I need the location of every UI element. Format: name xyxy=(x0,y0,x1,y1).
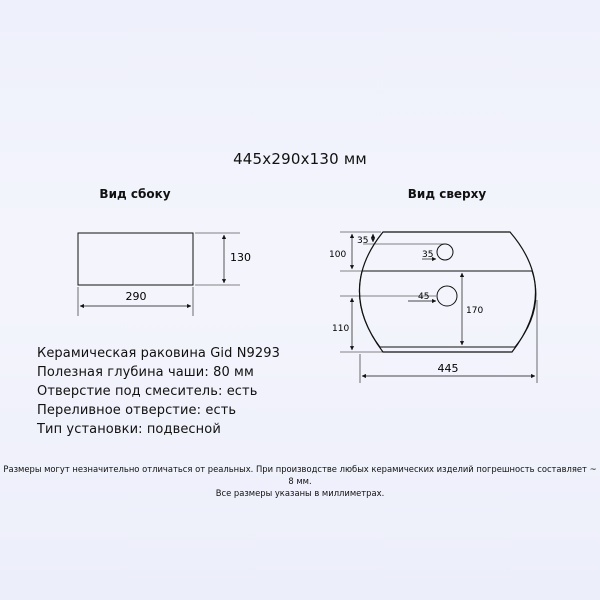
drain-hole xyxy=(437,286,457,306)
dim-35-top-label: 35 xyxy=(357,236,369,246)
spec-list xyxy=(37,344,280,439)
basin-outer-outline xyxy=(360,232,536,352)
faucet-hole xyxy=(437,244,453,260)
dim-45-label: 45 xyxy=(418,292,430,302)
footnote-line-2: Все размеры указаны в миллиметрах. xyxy=(215,488,385,498)
footnote-line-1: Размеры могут незначительно отличаться от реальных. При производстве любых керамических изделий погрешность составляет ~ 8 мм. xyxy=(3,464,597,486)
dimensions-title: 445x290x130 мм xyxy=(233,150,367,168)
side-view-drawing xyxy=(78,233,251,316)
spec-item-depth: Полезная глубина чаши: 80 мм xyxy=(37,365,254,380)
top-view-label: Вид сверху xyxy=(407,187,487,201)
spec-item-faucet-hole: Отверстие под смеситель: есть xyxy=(37,384,258,399)
dim-35-hole-label: 35 xyxy=(422,250,434,260)
dim-170-label: 170 xyxy=(466,306,484,316)
footnote xyxy=(0,463,600,499)
basin-bowl-outline xyxy=(359,271,536,347)
spec-item-model: Керамическая раковина Gid N9293 xyxy=(37,346,281,361)
top-view-drawing xyxy=(329,232,537,383)
dim-290-label: 290 xyxy=(125,290,147,303)
side-view-body xyxy=(78,233,193,285)
dim-100-label: 100 xyxy=(329,250,347,260)
spec-item-overflow: Переливное отверстие: есть xyxy=(37,403,237,418)
dim-130-label: 130 xyxy=(230,251,251,264)
spec-item-mounting: Тип установки: подвесной xyxy=(37,422,221,437)
dim-110-label: 110 xyxy=(332,324,350,334)
side-view-label: Вид сбоку xyxy=(99,187,171,201)
dim-445-label: 445 xyxy=(437,362,459,375)
